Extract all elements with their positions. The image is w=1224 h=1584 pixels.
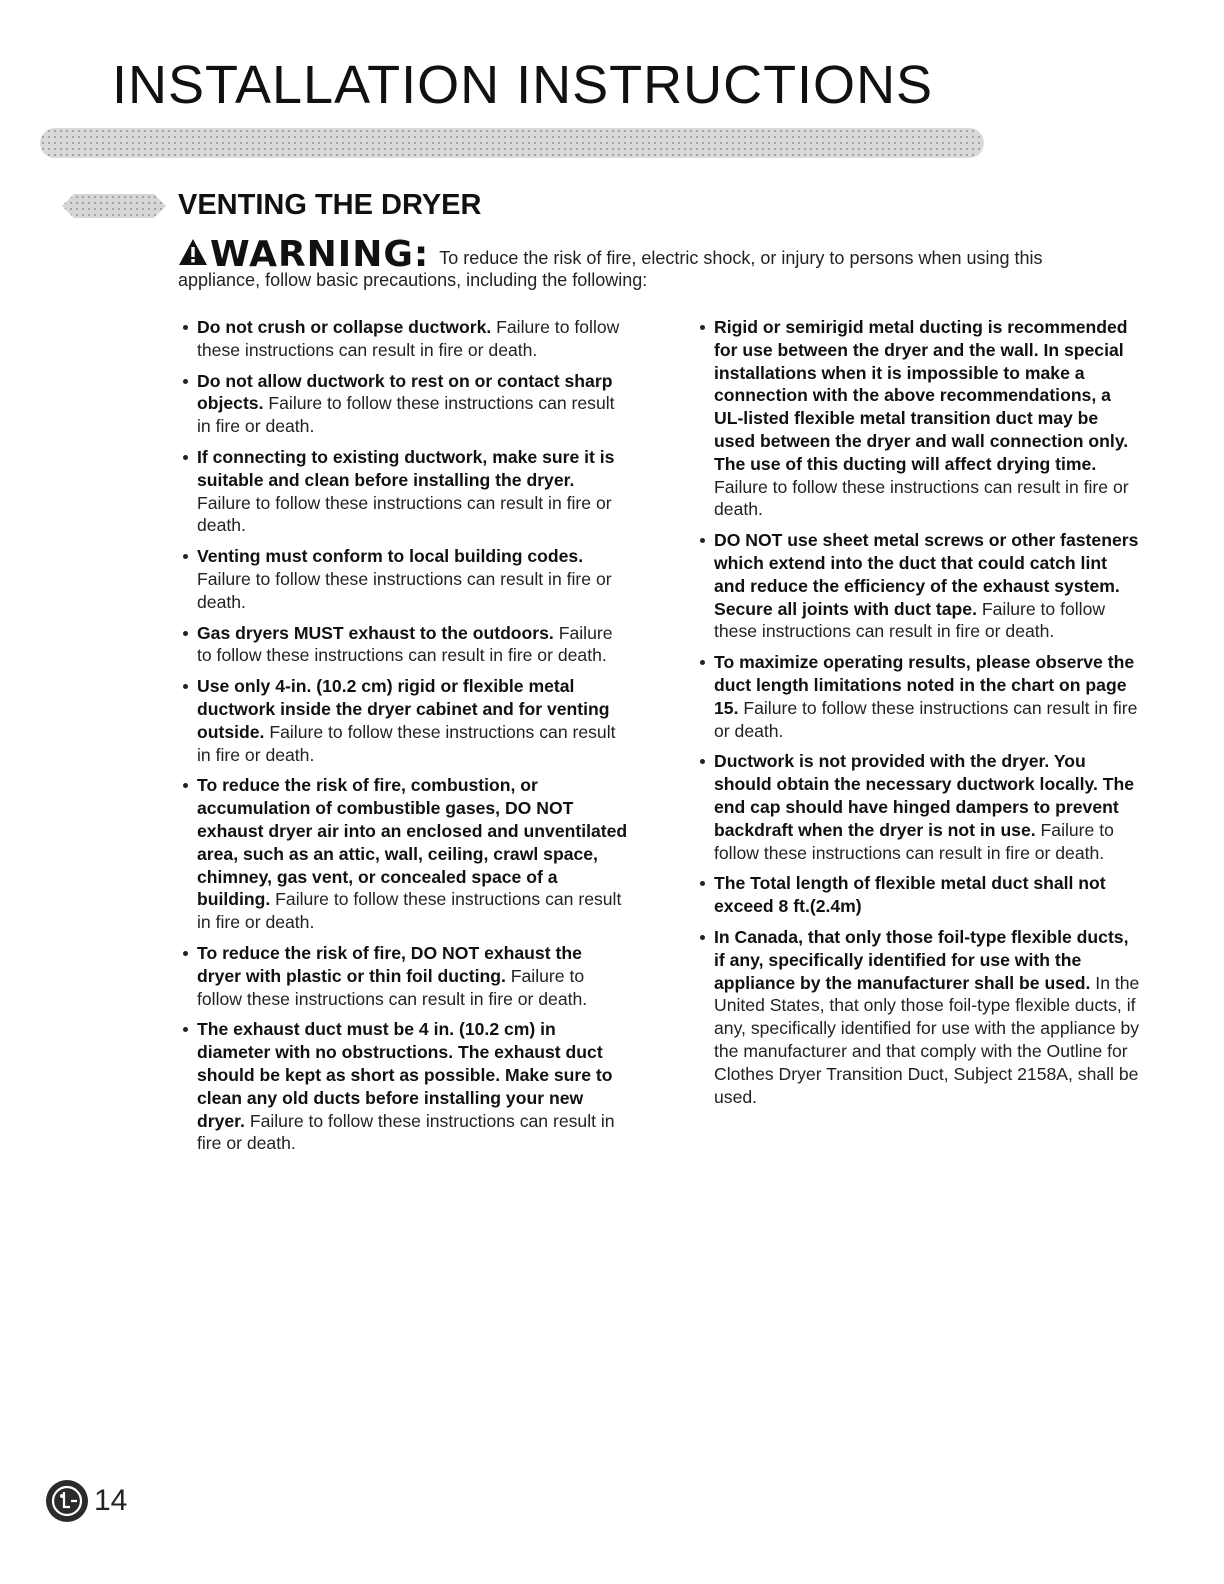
- bullet-text: Failure to follow these instructions can result in fire or death.: [714, 476, 1129, 520]
- lg-logo-icon: [46, 1480, 88, 1522]
- warning-label: WARNING:: [210, 234, 430, 275]
- bullet-bold-text: Rigid or semirigid metal ducting is recommended for use between the dryer and the wall. In special installations when it is impossible to make a connection with the above recommendations, a UL-listed flexible metal transition duct may be used between the dryer and wall connection only. The use of this ducting will affect drying time.: [714, 317, 1129, 474]
- page-title: INSTALLATION INSTRUCTIONS: [112, 55, 934, 115]
- bullet-item: [180, 774, 630, 934]
- bullet-bold-text: Gas dryers MUST exhaust to the outdoors.: [197, 622, 554, 643]
- bullet-text: Failure to follow these instructions can result in fire or death.: [197, 393, 615, 437]
- bullet-text: Failure to follow these instructions can result in fire or death.: [714, 819, 1114, 863]
- bullet-text: Failure to follow these instructions can result in fire or death.: [197, 622, 613, 666]
- bullet-item: [180, 316, 630, 362]
- bullet-bold-text: Do not crush or collapse ductwork.: [197, 317, 492, 337]
- bullet-item: [697, 926, 1142, 1108]
- section-heading: VENTING THE DRYER: [178, 189, 482, 221]
- bullet-item: [180, 545, 630, 613]
- bullet-bold-text: To maximize operating results, please observe the duct length limitations noted in the chart on page 15.: [714, 652, 1135, 718]
- bullet-bold-text: The exhaust duct must be 4 in. (10.2 cm) in diameter with no obstructions. The exhaust duct should be kept as short as possible. Make sure to clean any old ducts before installing your new dryer.: [197, 1019, 613, 1131]
- bullet-text: Failure to follow these instructions can result in fire or death.: [197, 317, 620, 360]
- bullet-item: [697, 872, 1142, 918]
- bullet-bold-text: If connecting to existing ductwork, make sure it is suitable and clean before installing the dryer.: [197, 446, 615, 490]
- bullet-text: Failure to follow these instructions can result in fire or death.: [197, 889, 622, 933]
- bullet-text: Failure to follow these instructions can result in fire or death.: [197, 1110, 615, 1154]
- bullet-item: [180, 675, 630, 766]
- bullet-item: [180, 370, 630, 438]
- bullet-bold-text: To reduce the risk of fire, DO NOT exhaust the dryer with plastic or thin foil ducting.: [197, 942, 582, 986]
- warning-text: To reduce the risk of fire, electric shock, or injury to persons when using this appliance, follow basic precautions, including the following:: [178, 248, 1043, 290]
- warning-triangle-icon: [178, 238, 208, 266]
- bullet-item: [180, 1018, 630, 1155]
- left-column: [180, 316, 630, 1163]
- section-tab-decoration: [62, 194, 166, 218]
- page-number: 14: [94, 1484, 128, 1517]
- bullet-item: [697, 529, 1142, 643]
- bullet-item: [180, 942, 630, 1010]
- title-divider-bar: [40, 128, 984, 158]
- bullet-text: Failure to follow these instructions can result in fire or death.: [197, 568, 612, 612]
- bullet-item: [180, 446, 630, 537]
- bullet-bold-text: In Canada, that only those foil-type flexible ducts, if any, specifically identified for use with the appliance by the manufacturer shall be used.: [714, 926, 1129, 993]
- bullet-text: Failure to follow these instructions can result in fire or death.: [197, 721, 616, 765]
- bullet-item: [697, 651, 1142, 742]
- bullet-bold-text: Venting must conform to local building codes.: [197, 546, 584, 567]
- bullet-item: [180, 622, 630, 668]
- bullet-bold-text: The Total length of flexible metal duct shall not exceed 8 ft.(2.4m): [714, 873, 1106, 917]
- bullet-item: [697, 316, 1142, 521]
- page-footer: [46, 1480, 127, 1522]
- bullet-bold-text: Do not allow ductwork to rest on or contact sharp objects.: [197, 370, 613, 414]
- bullet-bold-text: To reduce the risk of fire, combustion, or accumulation of combustible gases, DO NOT exhaust dryer air into an enclosed and unventilated area, such as an attic, wall, ceiling, crawl space, chimney, gas vent, or concealed space of a building.: [197, 775, 628, 910]
- bullet-text: Failure to follow these instructions can result in fire or death.: [714, 697, 1138, 741]
- bullet-text: Failure to follow these instructions can result in fire or death.: [197, 965, 588, 1009]
- bullet-bold-text: DO NOT use sheet metal screws or other fasteners which extend into the duct that could catch lint and reduce the efficiency of the exhaust system. Secure all joints with duct tape.: [714, 530, 1139, 619]
- bullet-text: In the United States, that only those foil-type flexible ducts, if any, specifically identified for use with the appliance by the manufacturer and that comply with the Outline for Clothes Dryer Transition Duct, Subject 2158A, shall be used.: [714, 972, 1140, 1107]
- bullet-item: [697, 750, 1142, 864]
- bullet-bold-text: Use only 4-in. (10.2 cm) rigid or flexible metal ductwork inside the dryer cabinet and for venting outside.: [197, 676, 610, 742]
- bullet-bold-text: Ductwork is not provided with the dryer. You should obtain the necessary ductwork locally. The end cap should have hinged dampers to prevent backdraft when the dryer is not in use.: [714, 751, 1135, 840]
- right-column: [697, 316, 1142, 1116]
- warning-block: [178, 234, 1128, 291]
- bullet-text: Failure to follow these instructions can result in fire or death.: [197, 492, 612, 536]
- bullet-text: Failure to follow these instructions can result in fire or death.: [714, 598, 1106, 642]
